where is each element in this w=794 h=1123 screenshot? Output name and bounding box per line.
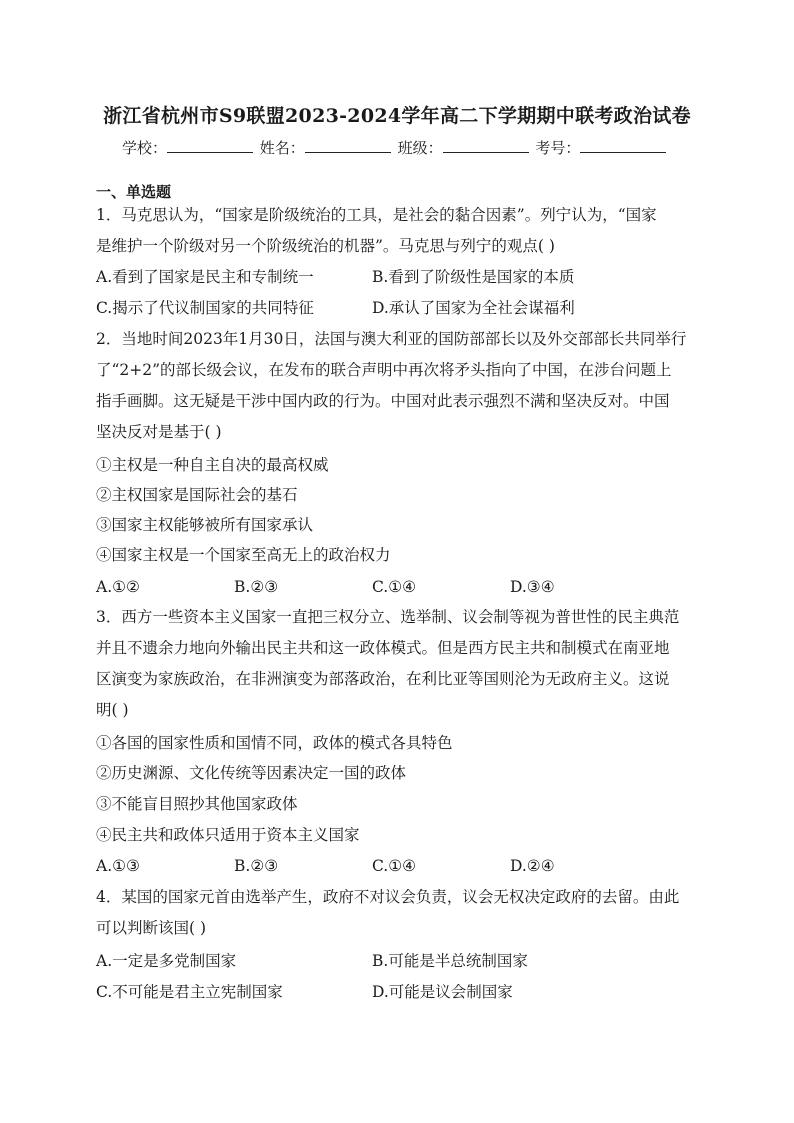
student-info-row [122, 136, 668, 158]
class-blank[interactable] [443, 136, 529, 153]
class-label: 班级： [397, 139, 443, 157]
q3-option-d[interactable]: D.②④ [510, 857, 555, 875]
school-blank[interactable] [167, 136, 253, 153]
q3-option-a[interactable]: A.①③ [96, 857, 140, 875]
q2-stem-line-3: 指手画脚。这无疑是干涉中国内政的行为。中国对此表示强烈不满和坚决反对。中国 [96, 392, 670, 410]
q3-statement-3: ③不能盲目照抄其他国家政体 [96, 795, 298, 813]
q2-option-c[interactable]: C.①④ [372, 578, 417, 596]
q3-stem-line-4: 明( ) [96, 701, 129, 719]
q4-option-a[interactable]: A.一定是多党制国家 [96, 952, 237, 970]
q2-option-d[interactable]: D.③④ [510, 578, 555, 596]
q3-option-b[interactable]: B.②③ [234, 857, 279, 875]
q2-statement-2: ②主权国家是国际社会的基石 [96, 486, 298, 504]
q3-statement-2: ②历史渊源、文化传统等因素决定一国的政体 [96, 764, 407, 782]
exam-no-blank[interactable] [580, 136, 666, 153]
q4-stem-line-1: 4．某国的国家元首由选举产生，政府不对议会负责，议会无权决定政府的去留。由此 [96, 888, 680, 906]
q1-stem-line-2: 是维护一个阶级对另一个阶级统治的机器”。马克思与列宁的观点( ) [96, 237, 555, 255]
q2-stem-line-4: 坚决反对是基于( ) [96, 423, 222, 441]
school-label: 学校： [122, 139, 168, 157]
q2-stem-line-2: 了“2+2”的部长级会议，在发布的联合声明中再次将矛头指向了中国，在涉台问题上 [96, 361, 672, 379]
q2-statement-3: ③国家主权能够被所有国家承认 [96, 516, 314, 534]
q1-option-c[interactable]: C.揭示了代议制国家的共同特征 [96, 299, 314, 317]
q4-stem-line-2: 可以判断该国( ) [96, 919, 207, 937]
name-label: 姓名： [259, 139, 305, 157]
q3-stem-line-3: 区演变为家族政治，在非洲演变为部落政治，在利比亚等国则沦为无政府主义。这说 [96, 670, 670, 688]
q4-option-d[interactable]: D.可能是议会制国家 [372, 983, 513, 1001]
section-heading: 一、单选题 [96, 183, 172, 201]
q4-option-b[interactable]: B.可能是半总统制国家 [372, 952, 528, 970]
q1-option-b[interactable]: B.看到了阶级性是国家的本质 [372, 268, 575, 286]
q2-statement-4: ④国家主权是一个国家至高无上的政治权力 [96, 546, 391, 564]
exam-title: 浙江省杭州市S9联盟2023-2024学年高二下学期期中联考政治试卷 [103, 105, 691, 127]
q3-option-c[interactable]: C.①④ [372, 857, 417, 875]
exam-no-label: 考号： [535, 139, 581, 157]
q1-option-a[interactable]: A.看到了国家是民主和专制统一 [96, 268, 314, 286]
q2-statement-1: ①主权是一种自主自决的最高权威 [96, 456, 329, 474]
q3-statement-1: ①各国的国家性质和国情不同，政体的模式各具特色 [96, 734, 453, 752]
name-blank[interactable] [305, 136, 391, 153]
q2-option-b[interactable]: B.②③ [234, 578, 279, 596]
q3-stem-line-2: 并且不遗余力地向外输出民主共和这一政体模式。但是西方民主共和制模式在南亚地 [96, 639, 670, 657]
q1-stem-line-1: 1．马克思认为，“国家是阶级统治的工具，是社会的黏合因素”。列宁认为，“国家 [96, 206, 657, 224]
q2-option-a[interactable]: A.①② [96, 578, 140, 596]
q4-option-c[interactable]: C.不可能是君主立宪制国家 [96, 983, 283, 1001]
q1-option-d[interactable]: D.承认了国家为全社会谋福利 [372, 299, 575, 317]
q3-stem-line-1: 3．西方一些资本主义国家一直把三权分立、选举制、议会制等视为普世性的民主典范 [96, 608, 680, 626]
q3-statement-4: ④民主共和政体只适用于资本主义国家 [96, 826, 360, 844]
q2-stem-line-1: 2．当地时间2023年1月30日，法国与澳大利亚的国防部部长以及外交部部长共同举行 [96, 330, 687, 348]
